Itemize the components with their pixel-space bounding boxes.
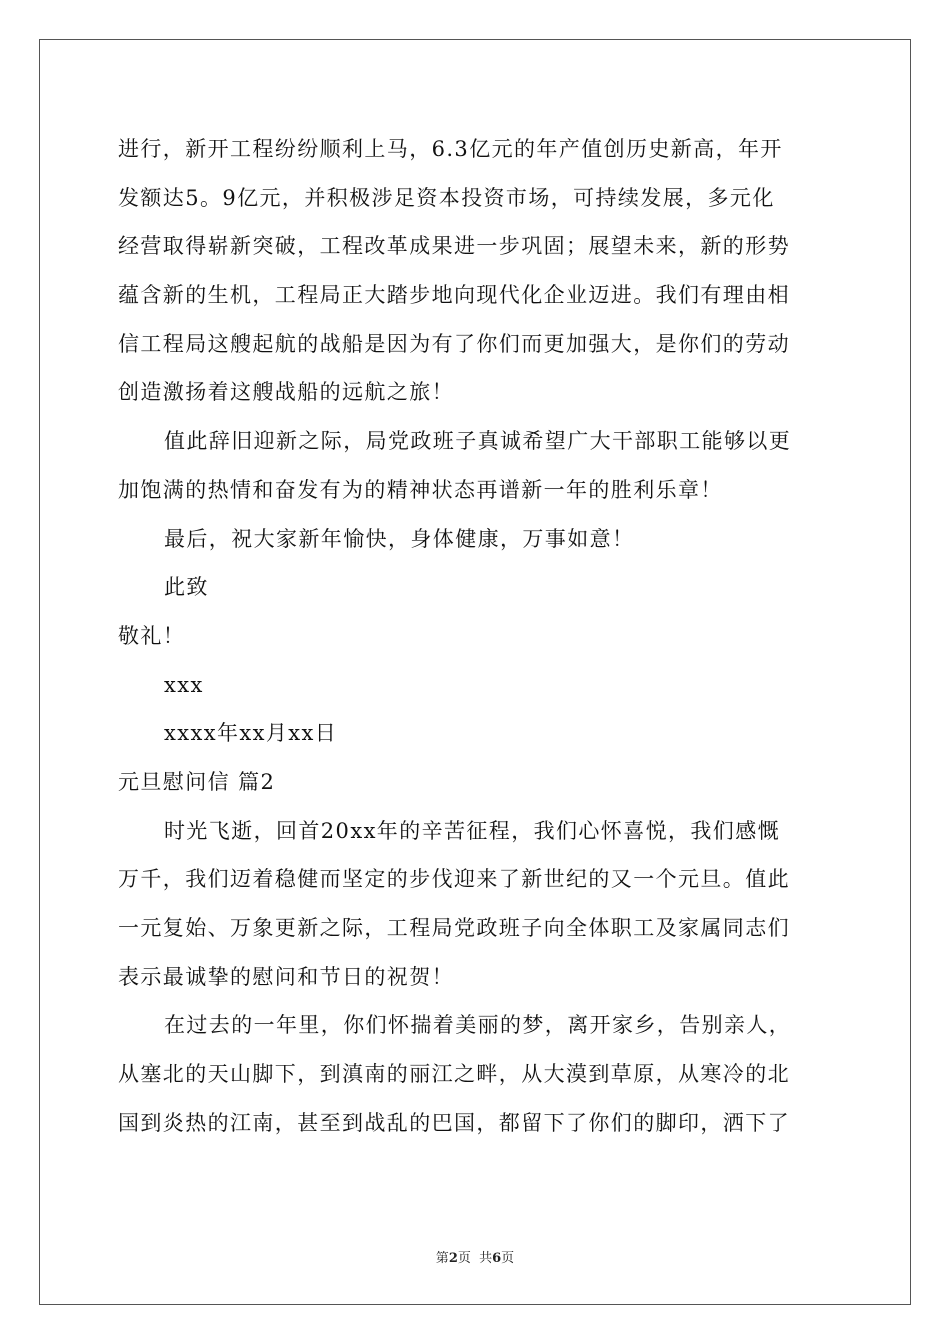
text-line: 创造激扬着这艘战船的远航之旅！ xyxy=(118,380,454,405)
footer-total-pages: 6 xyxy=(492,1251,502,1266)
text-line: 蕴含新的生机，工程局正大踏步地向现代化企业迈进。我们有理由相 xyxy=(118,283,790,308)
paragraph-start: 在过去的一年里，你们怀揣着美丽的梦，离开家乡，告别亲人， xyxy=(164,1013,792,1038)
text-line: 从塞北的天山脚下，到滇南的丽江之畔，从大漠到草原，从寒冷的北 xyxy=(118,1062,790,1087)
signature-date: xxxx年xx月xx日 xyxy=(164,721,338,746)
text-line: 一元复始、万象更新之际，工程局党政班子向全体职工及家属同志们 xyxy=(118,916,790,940)
salutation-ci-zhi: 此致 xyxy=(164,575,209,600)
signature-name: xxx xyxy=(164,672,204,697)
text-line: 进行，新开工程纷纷顺利上马，6.3亿元的年产值创历史新高，年开 xyxy=(118,137,783,161)
salutation-jing-li: 敬礼！ xyxy=(118,623,186,648)
footer-middle: 页 共 xyxy=(457,1251,493,1266)
page-footer xyxy=(0,1247,950,1266)
text-line: 信工程局这艘起航的战船是因为有了你们而更加强大，是你们的劳动 xyxy=(118,331,790,356)
text-line: 发额达5。9亿元，并积极涉足资本投资市场，可持续发展，多元化 xyxy=(118,185,775,210)
text-line: 表示最诚挚的慰问和节日的祝贺！ xyxy=(118,964,454,989)
text-line: 国到炎热的江南，甚至到战乱的巴国，都留下了你们的脚印，洒下了 xyxy=(118,1110,790,1135)
text-line: 经营取得崭新突破，工程改革成果进一步巩固；展望未来，新的形势 xyxy=(118,234,790,259)
footer-prefix: 第 xyxy=(435,1251,449,1266)
footer-suffix: 页 xyxy=(501,1251,515,1266)
text-line: 加饱满的热情和奋发有为的精神状态再谱新一年的胜利乐章！ xyxy=(118,477,723,502)
footer-current-page: 2 xyxy=(448,1251,458,1266)
paragraph-start: 值此辞旧迎新之际，局党政班子真诚希望广大干部职工能够以更 xyxy=(164,429,792,454)
paragraph-start: 时光飞逝，回首20xx年的辛苦征程，我们心怀喜悦，我们感慨 xyxy=(164,818,781,843)
text-line: 万千，我们迈着稳健而坚定的步伐迎来了新世纪的又一个元旦。值此 xyxy=(118,867,790,892)
closing-wish: 最后，祝大家新年愉快，身体健康，万事如意！ xyxy=(164,526,635,551)
section-heading: 元旦慰问信 篇2 xyxy=(118,769,276,794)
document-body xyxy=(118,125,838,1147)
